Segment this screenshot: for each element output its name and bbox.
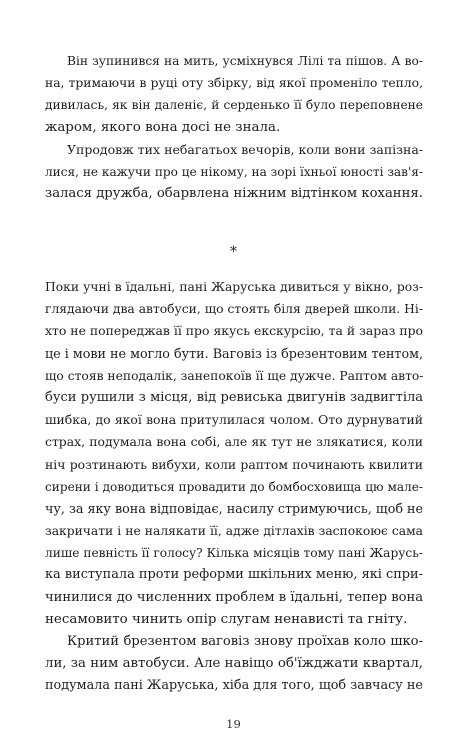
text-line: сирени і доводиться провадити до бомбосховища цю мале- — [45, 479, 423, 494]
text-line: залася дружба, обарвлена ніжним відтінком кохання. — [45, 186, 423, 202]
text-line: що стояв неподалік, занепокоїв її ще дужче. Раптом авто- — [45, 368, 424, 383]
text-line: закричати і не налякати її, адже дітлахів заспокоює сама — [45, 524, 423, 539]
text-line: несамовито чинить опір слугам ненависті та гніту. — [45, 611, 408, 627]
text-line: жаром, якого вона досі не знала. — [45, 119, 281, 135]
text-line: ніч розтинають вибухи, коли раптом починають квилити — [45, 456, 423, 472]
page-number: 19 — [226, 717, 241, 731]
text-line: Критий брезентом ваговіз знову проїхав коло шко- — [67, 634, 423, 649]
text-line: страх, подумала вона собі, але як тут не злякатися, коли — [45, 434, 423, 450]
text-line: ка виступала проти реформи шкільних меню, які спри- — [45, 567, 424, 583]
text-line: подумала пані Жаруська, хіба для того, щоб завчасу не — [45, 678, 423, 694]
text-line: чинилися до численних проблем в їдальні, тепер вона — [45, 589, 423, 605]
section-separator: * — [230, 244, 237, 260]
text-line: ли, за ним автобуси. Але навіщо об'їжджати квартал, — [45, 656, 423, 672]
text-line: це і мови не могло бути. Ваговіз із брезентовим тентом, — [45, 345, 423, 361]
text-line: Він зупинився на мить, усміхнувся Лілі та пішов. А во- — [67, 54, 423, 68]
text-line: Поки учні в їдальні, пані Жаруська дивиться у вікно, роз- — [45, 280, 423, 294]
text-line: чу, за яку вона відповідає, насилу стримуючись, щоб не — [45, 500, 423, 516]
text-section-2 — [45, 276, 423, 698]
text-line: шибка, до якої вона притулилася чолом. Ото дурнуватий — [45, 412, 423, 428]
text-line: буси рушили з місця, від ревиська двигунів задвигтіла — [45, 389, 423, 405]
text-line: дивилась, як він даленіє, й серденько її було переповнене — [45, 98, 423, 113]
text-line: хто не попереджав її про якусь екскурсію, та й зараз про — [45, 323, 423, 339]
text-section-1 — [45, 50, 423, 205]
text-line: лися, не кажучи про це нікому, на зорі їхньої юності зав'я- — [45, 164, 423, 179]
text-line: на, тримаючи в руці оту збірку, від якої променіло тепло, — [45, 76, 423, 91]
text-line: Упродовж тих небагатьох вечорів, коли вони запізна- — [67, 141, 423, 157]
text-line: глядаючи два автобуси, що стоять біля дверей школи. Ні- — [45, 302, 423, 317]
text-line: лише певність її голосу? Кілька місяців тому пані Жарусь- — [45, 546, 423, 561]
